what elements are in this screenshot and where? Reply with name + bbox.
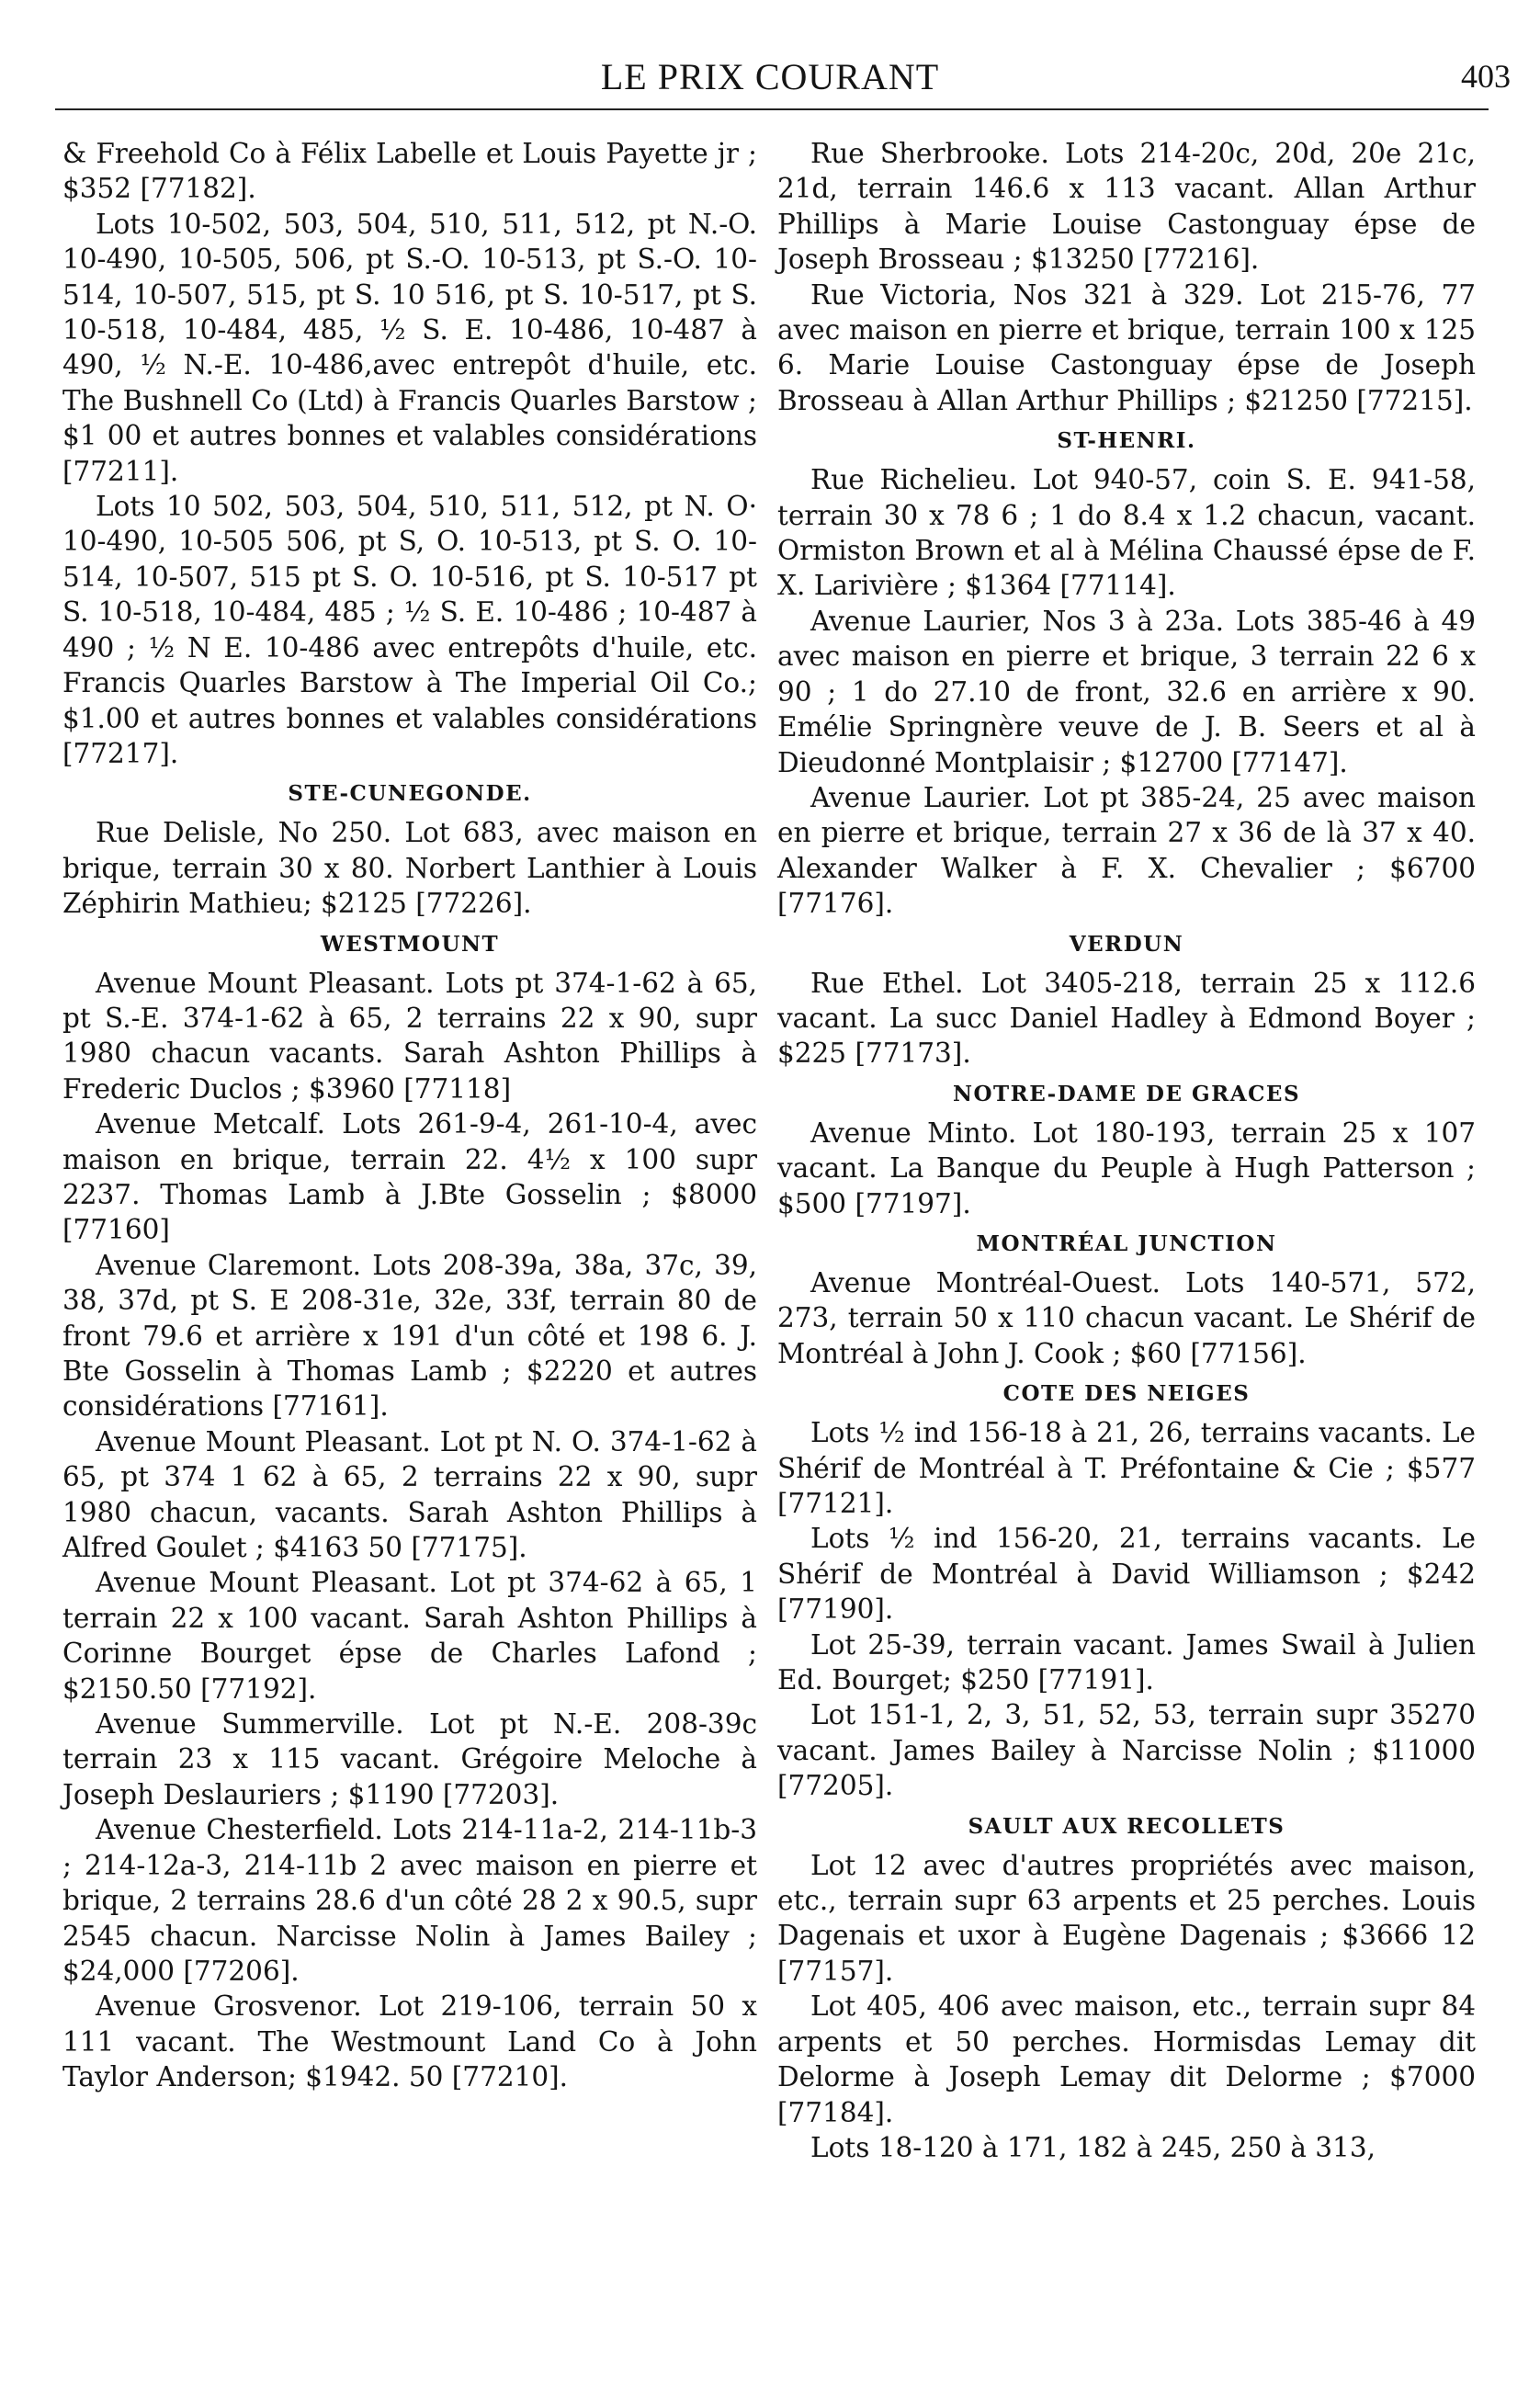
running-title: LE PRIX COURANT xyxy=(600,56,940,97)
listing-entry: Avenue Laurier, Nos 3 à 23a. Lots 385-46 à 49 avec maison en pierre et brique, 3 terrain 22 6 x 90 ; 1 do 27.10 de front, 32.6 en arrière x 90. Emélie Springnère veuve de J. B. Seers et al à Dieudonné Montplaisir ; $12700 [77147]. xyxy=(777,605,1476,778)
listing-entry: Avenue Laurier. Lot pt 385-24, 25 avec maison en pierre et brique, terrain 27 x 36 de là 37 x 40. Alexander Walker à F. X. Chevalier ; $6700 [77176]. xyxy=(777,781,1476,920)
page-number: 403 xyxy=(1461,58,1511,95)
section-heading: MONTRÉAL JUNCTION xyxy=(976,1230,1277,1256)
listing-entry: Lots 10 502, 503, 504, 510, 511, 512, pt N. O· 10-490, 10-505 506, pt S, O. 10-513, pt S. O. 10-514, 10-507, 515 pt S. O. 10-516, pt S. 10-517 pt S. 10-518, 10-484, 485 ; ½ S. E. 10-486 ; 10-487 à 490 ; ½ N E. 10-486 avec entrepôts d'huile, etc. Francis Quarles Barstow à The Imperial Oil Co.; $1.00 et autres bonnes et valables considérations [77217]. xyxy=(62,491,757,769)
listing-entry: Lot 12 avec d'autres propriétés avec maison, etc., terrain supr 63 arpents et 25 perches. Louis Dagenais et uxor à Eugène Dagenais ; $3666 12 [77157]. xyxy=(777,1849,1476,1987)
left-column xyxy=(62,136,757,2095)
listing-entry: Avenue Metcalf. Lots 261-9-4, 261-10-4, avec maison en brique, terrain 22. 4½ x 100 supr 2237. Thomas Lamb à J.Bte Gosselin ; $8000 [77160] xyxy=(62,1108,757,1246)
page-header xyxy=(0,55,1540,110)
section-heading: COTE DES NEIGES xyxy=(1002,1381,1251,1407)
section-heading: STE-CUNEGONDE. xyxy=(288,781,532,807)
listing-entry: Avenue Minto. Lot 180-193, terrain 25 x 107 vacant. La Banque du Peuple à Hugh Patterson ; $500 [77197]. xyxy=(777,1117,1476,1219)
listing-entry: Lots ½ ind 156-20, 21, terrains vacants. Le Shérif de Montréal à David Williamson ; $242 [77190]. xyxy=(777,1523,1476,1626)
listing-entry: Avenue Summerville. Lot pt N.-E. 208-39c terrain 23 x 115 vacant. Grégoire Meloche à Joseph Deslauriers ; $1190 [77203]. xyxy=(62,1708,757,1810)
section-heading: ST-HENRI. xyxy=(1057,428,1196,454)
listing-entry: Avenue Mount Pleasant. Lots pt 374-1-62 à 65, pt S.-E. 374-1-62 à 65, 2 terrains 22 x 90, supr 1980 chacun vacants. Sarah Ashton Phillips à Frederic Duclos ; $3960 [77118] xyxy=(62,967,757,1105)
listing-entry: Avenue Chesterfield. Lots 214-11a-2, 214-11b-3 ; 214-12a-3, 214-11b 2 avec maison en pierre et brique, 2 terrains 28.6 d'un côté 28 2 x 90.5, supr 2545 chacun. Narcisse Nolin à James Bailey ; $24,000 [77206]. xyxy=(62,1814,757,1987)
section-heading: VERDUN xyxy=(1069,931,1184,957)
listing-entry: Rue Victoria, Nos 321 à 329. Lot 215-76, 77 avec maison en pierre et brique, terrain 100 x 125 6. Marie Louise Castonguay épse de Joseph Brosseau à Allan Arthur Phillips ; $21250 [77215]. xyxy=(777,278,1476,416)
listing-entry: Avenue Mount Pleasant. Lot pt 374-62 à 65, 1 terrain 22 x 100 vacant. Sarah Ashton Phillips à Corinne Bourget épse de Charles Lafond ; $2150.50 [77192]. xyxy=(62,1567,757,1705)
listing-entry: Avenue Claremont. Lots 208-39a, 38a, 37c, 39, 38, 37d, pt S. E 208-31e, 32e, 33f, terrain 80 de front 79.6 et arrière x 191 d'un côté et 198 6. J. Bte Gosselin à Thomas Lamb ; $2220 et autres considérations [77161]. xyxy=(62,1249,757,1423)
listing-entry: Avenue Montréal-Ouest. Lots 140-571, 572, 273, terrain 50 x 110 chacun vacant. Le Shérif de Montréal à John J. Cook ; $60 [77156]. xyxy=(777,1266,1476,1369)
right-column xyxy=(777,136,1476,2165)
listing-entry: Rue Delisle, No 250. Lot 683, avec maison en brique, terrain 30 x 80. Norbert Lanthier à Louis Zéphirin Mathieu; $2125 [77226]. xyxy=(62,817,757,920)
listing-entry: & Freehold Co à Félix Labelle et Louis Payette jr ; $352 [77182]. xyxy=(62,138,757,205)
listing-entry: Lots 10-502, 503, 504, 510, 511, 512, pt N.-O. 10-490, 10-505, 506, pt S.-O. 10-513, pt S.-O. 10-514, 10-507, 515, pt S. 10 516, pt S. 10-517, pt S. 10-518, 10-484, 485, ½ S. E. 10-486, 10-487 à 490, ½ N.-E. 10-486,avec entrepôt d'huile, etc. The Bushnell Co (Ltd) à Francis Quarles Barstow ; $1 00 et autres bonnes et valables considérations [77211]. xyxy=(62,208,757,487)
section-heading: SAULT AUX RECOLLETS xyxy=(968,1813,1285,1839)
listing-entry: Lots 18-120 à 171, 182 à 245, 250 à 313, xyxy=(810,2131,1376,2163)
section-heading: NOTRE-DAME DE GRACES xyxy=(952,1081,1301,1106)
listing-entry: Lot 405, 406 avec maison, etc., terrain supr 84 arpents et 50 perches. Hormisdas Lemay dit Delorme à Joseph Lemay dit Delorme ; $7000 [77184]. xyxy=(777,1990,1476,2128)
listing-entry: Avenue Grosvenor. Lot 219-106, terrain 50 x 111 vacant. The Westmount Land Co à John Taylor Anderson; $1942. 50 [77210]. xyxy=(62,1990,757,2093)
listing-entry: Lots ½ ind 156-18 à 21, 26, terrains vacants. Le Shérif de Montréal à T. Préfontaine & Cie ; $577 [77121]. xyxy=(777,1417,1476,1519)
header-rule xyxy=(55,108,1489,110)
section-heading: WESTMOUNT xyxy=(320,931,500,957)
listing-entry: Rue Ethel. Lot 3405-218, terrain 25 x 112.6 vacant. La succ Daniel Hadley à Edmond Boyer ; $225 [77173]. xyxy=(777,967,1476,1070)
listing-entry: Avenue Mount Pleasant. Lot pt N. O. 374-1-62 à 65, pt 374 1 62 à 65, 2 terrains 22 x 90, supr 1980 chacun, vacants. Sarah Ashton Phillips à Alfred Goulet ; $4163 50 [77175]. xyxy=(62,1425,757,1564)
listing-entry: Lot 25-39, terrain vacant. James Swail à Julien Ed. Bourget; $250 [77191]. xyxy=(777,1628,1476,1696)
listing-entry: Rue Sherbrooke. Lots 214-20c, 20d, 20e 21c, 21d, terrain 146.6 x 113 vacant. Allan Arthur Phillips à Marie Louise Castonguay épse de Joseph Brosseau ; $13250 [77216]. xyxy=(777,138,1476,276)
listing-entry: Rue Richelieu. Lot 940-57, coin S. E. 941-58, terrain 30 x 78 6 ; 1 do 8.4 x 1.2 chacun, vacant. Ormiston Brown et al à Mélina Chaussé épse de F. X. Larivière ; $1364 [77114]. xyxy=(777,464,1476,602)
listing-entry: Lot 151-1, 2, 3, 51, 52, 53, terrain supr 35270 vacant. James Bailey à Narcisse Nolin ; $11000 [77205]. xyxy=(777,1699,1476,1802)
